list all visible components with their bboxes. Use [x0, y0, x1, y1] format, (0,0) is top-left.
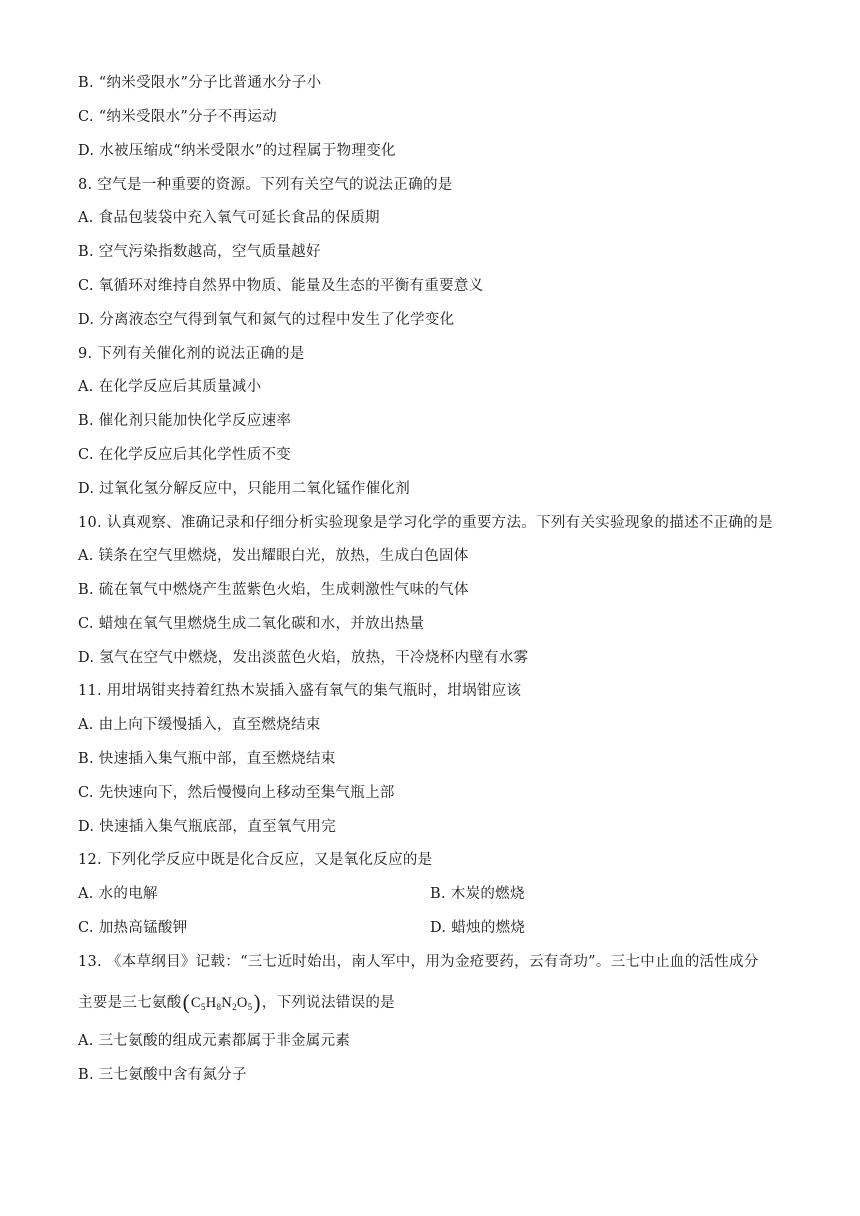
q8-stem: 8. 空气是一种重要的资源。下列有关空气的说法正确的是: [78, 177, 453, 193]
subscript-o: 5: [247, 1002, 253, 1012]
q9-option-a: A. 在化学反应后其质量减小: [78, 379, 262, 395]
q9-option-d: D. 过氧化氢分解反应中，只能用二氧化锰作催化剂: [78, 481, 411, 497]
q11-option-b: B. 快速插入集气瓶中部，直至燃烧结束: [78, 751, 336, 767]
q10-option-a: A. 镁条在空气里燃烧，发出耀眼白光，放热，生成白色固体: [78, 548, 469, 564]
q7-option-d: D. 水被压缩成“纳米受限水”的过程属于物理变化: [78, 143, 396, 159]
q8-option-c: C. 氧循环对维持自然界中物质、能量及生态的平衡有重要意义: [78, 278, 484, 294]
q10-option-b: B. 硫在氧气中燃烧产生蓝紫色火焰，生成刺激性气味的气体: [78, 582, 469, 598]
element-h: H: [205, 995, 217, 1011]
q13-stem-text: 主要是三七氨酸: [78, 995, 182, 1011]
q11-stem: 11. 用坩埚钳夹持着红热木炭插入盛有氧气的集气瓶时，坩埚钳应该: [78, 683, 522, 699]
q8-option-d: D. 分离液态空气得到氧气和氮气的过程中发生了化学变化: [78, 312, 455, 328]
q11-option-c: C. 先快速向下，然后慢慢向上移动至集气瓶上部: [78, 785, 395, 801]
q8-option-b: B. 空气污染指数越高，空气质量越好: [78, 244, 321, 260]
subscript-n: 2: [232, 1002, 237, 1012]
element-o: O: [236, 995, 248, 1011]
q12-option-b: B. 木炭的燃烧: [430, 886, 525, 902]
q12-option-a: A. 水的电解: [78, 886, 158, 902]
q12-option-d: D. 蜡烛的燃烧: [430, 920, 526, 936]
q10-option-c: C. 蜡烛在氧气里燃烧生成二氧化碳和水，并放出热量: [78, 616, 425, 632]
q13-stem-line1: 13. 《本草纲目》记载：“三七近时始出，南人军中，用为金疮要药，云有奇功”。三七中止血的活性成分: [78, 954, 759, 970]
q10-stem: 10. 认真观察、准确记录和仔细分析实验现象是学习化学的重要方法。下列有关实验现象的描述不正确的是: [78, 515, 773, 531]
element-c: C: [190, 995, 201, 1011]
q10-option-d: D. 氢气在空气中燃烧，发出淡蓝色火焰，放热，干冷烧杯内壁有水雾: [78, 650, 529, 666]
q13-option-a: A. 三七氨酸的组成元素都属于非金属元素: [78, 1033, 351, 1049]
element-n: N: [221, 995, 233, 1011]
q8-option-a: A. 食品包装袋中充入氧气可延长食品的保质期: [78, 210, 380, 226]
q9-stem: 9. 下列有关催化剂的说法正确的是: [78, 346, 305, 362]
subscript-c: 5: [200, 1002, 206, 1012]
q12-stem: 12. 下列化学反应中既是化合反应，又是氧化反应的是: [78, 852, 433, 868]
chemical-formula: [182, 990, 262, 1014]
q7-option-c: C. “纳米受限水”分子不再运动: [78, 109, 277, 125]
q13-stem-tail: ，下列说法错误的是: [261, 995, 395, 1011]
q12-option-c: C. 加热高锰酸钾: [78, 920, 188, 936]
q13-option-b: B. 三七氨酸中含有氮分子: [78, 1067, 247, 1083]
subscript-h: 8: [216, 1002, 222, 1012]
q11-option-a: A. 由上向下缓慢插入，直至燃烧结束: [78, 717, 321, 733]
q11-option-d: D. 快速插入集气瓶底部，直至氧气用完: [78, 819, 337, 835]
formula-paren-close: ): [253, 990, 261, 1014]
formula-paren-open: (: [182, 990, 190, 1014]
q7-option-b: B. “纳米受限水”分子比普通水分子小: [78, 75, 322, 91]
q9-option-c: C. 在化学反应后其化学性质不变: [78, 447, 292, 463]
q9-option-b: B. 催化剂只能加快化学反应速率: [78, 413, 292, 429]
q13-stem-line2: [78, 992, 395, 1017]
